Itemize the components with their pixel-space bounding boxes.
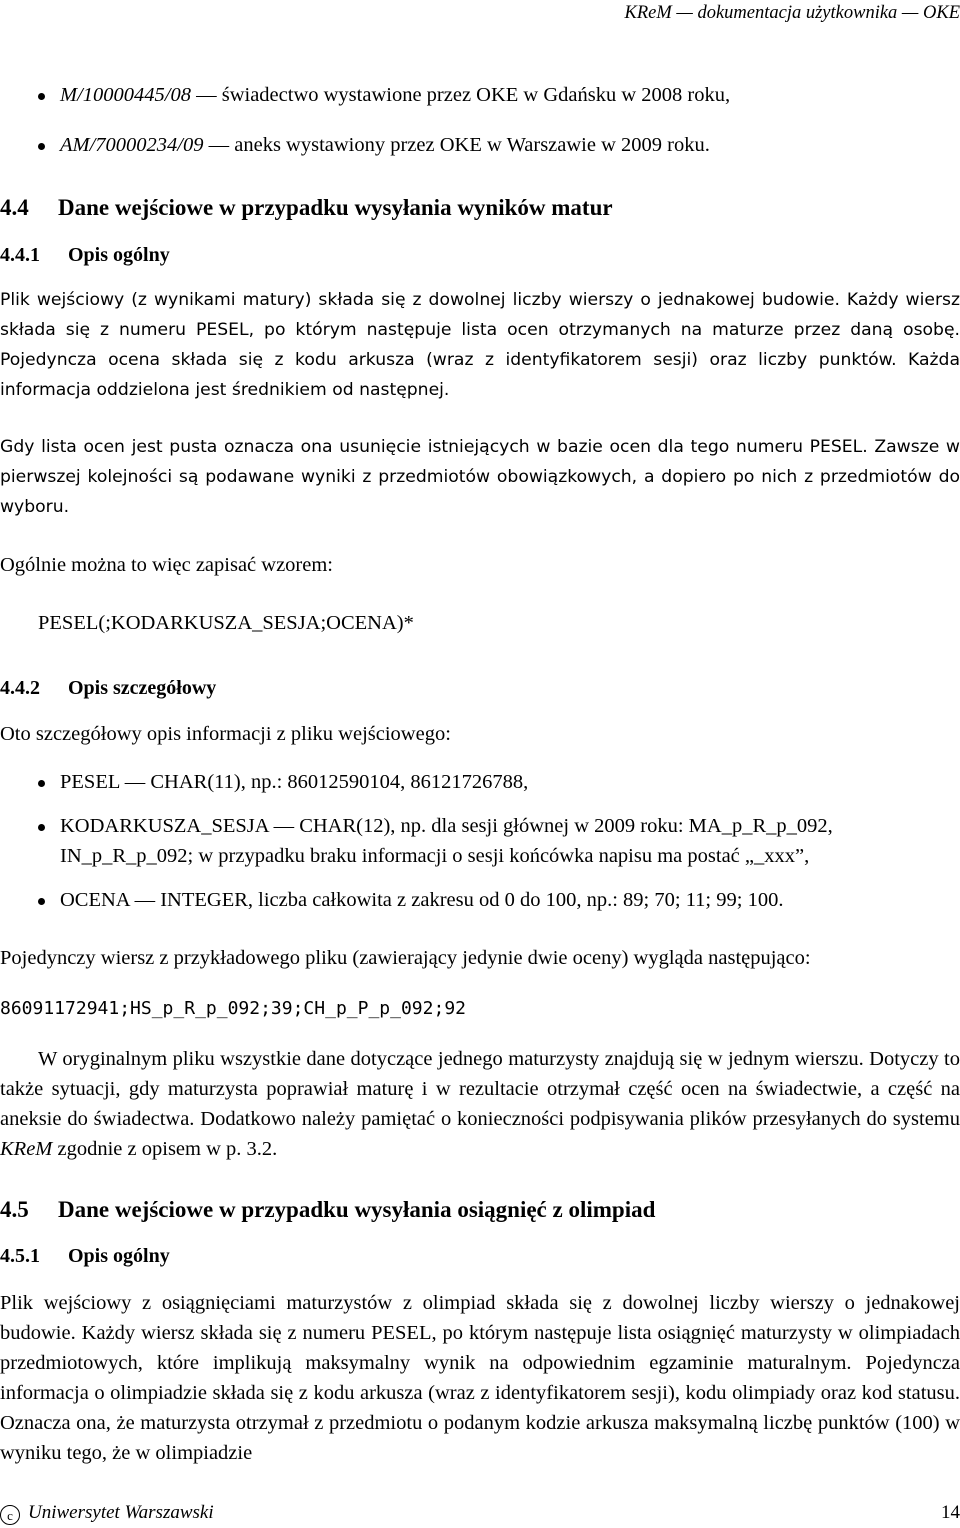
paragraph: Gdy lista ocen jest pusta oznacza ona usunięcie istniejących w bazie ocen dla tego numeru PESEL. Zawsze w pierwszej kolejności są podawane wyniki z przedmiotów obowiązkowych, a dopiero po nich z przedmiotów do wyboru. bbox=[0, 437, 960, 517]
paragraph bbox=[0, 1044, 960, 1164]
certificate-code: M/10000445/08 bbox=[60, 84, 191, 106]
footer-organization bbox=[0, 1498, 214, 1528]
paragraph: Ogólnie można to więc zapisać wzorem: bbox=[0, 554, 333, 576]
system-name: KReM bbox=[0, 1138, 53, 1160]
subsection-number: 4.4.1 bbox=[0, 244, 40, 266]
subsection-number: 4.5.1 bbox=[0, 1245, 40, 1267]
example-line: 86091172941;HS_p_R_p_092;39;CH_p_P_p_092;92 bbox=[0, 998, 466, 1019]
organization-name: Uniwersytet Warszawski bbox=[28, 1502, 214, 1523]
list-item-text: — świadectwo wystawione przez OKE w Gdańsku w 2008 roku, bbox=[190, 84, 731, 106]
section-heading-4-5 bbox=[0, 1194, 960, 1226]
section-title: Dane wejściowe w przypadku wysyłania wyników matur bbox=[58, 195, 613, 220]
copyright-icon: c bbox=[0, 1505, 20, 1525]
list-item: OCENA — INTEGER, liczba całkowita z zakresu od 0 do 100, np.: 89; 70; 11; 99; 100. bbox=[0, 885, 960, 915]
paragraph-text: zgodnie z opisem w p. 3.2. bbox=[52, 1138, 278, 1160]
subsection-title: Opis ogólny bbox=[68, 244, 170, 266]
paragraph: Plik wejściowy (z wynikami matury) składa się z dowolnej liczby wierszy o jednakowej budowie. Każdy wiersz składa się z numeru PESEL, po którym następuje lista ocen otrzymanych na maturze przez daną osobę. Pojedyncza ocena składa się z kodu arkusza (wraz z identyfikatorem sesji) oraz liczby punktów. Każda informacja oddzielona jest średnikiem od następnej. bbox=[0, 290, 960, 400]
subsection-heading-4-4-2 bbox=[0, 673, 960, 703]
certificate-code: AM/70000234/09 bbox=[60, 134, 204, 156]
section-heading-4-4 bbox=[0, 192, 960, 224]
list-item bbox=[0, 130, 960, 160]
subsection-heading-4-4-1 bbox=[0, 240, 960, 270]
paragraph: Pojedynczy wiersz z przykładowego pliku (zawierający jedynie dwie oceny) wygląda następująco: bbox=[0, 947, 811, 969]
page-footer bbox=[0, 1498, 960, 1528]
list-item-text: — aneks wystawiony przez OKE w Warszawie w 2009 roku. bbox=[203, 134, 710, 156]
list-item: PESEL — CHAR(11), np.: 86012590104, 86121726788, bbox=[0, 767, 960, 797]
list-item bbox=[0, 80, 960, 110]
subsection-heading-4-5-1 bbox=[0, 1241, 960, 1271]
formula: PESEL(;KODARKUSZA_SESJA;OCENA)* bbox=[38, 612, 414, 634]
top-bullet-list bbox=[0, 80, 960, 180]
detail-bullet-list bbox=[0, 767, 960, 929]
section-title: Dane wejściowe w przypadku wysyłania osiągnięć z olimpiad bbox=[58, 1197, 656, 1222]
section-number: 4.5 bbox=[0, 1197, 29, 1222]
list-item: KODARKUSZA_SESJA — CHAR(12), np. dla sesji głównej w 2009 roku: MA_p_R_p_092, IN_p_R_p_092; w przypadku braku informacji o sesji końcówka napisu ma postać „_xxx”, bbox=[0, 811, 960, 871]
subsection-number: 4.4.2 bbox=[0, 677, 40, 699]
paragraph: Oto szczegółowy opis informacji z pliku wejściowego: bbox=[0, 723, 451, 745]
page-number: 14 bbox=[941, 1502, 960, 1523]
running-header: KReM — dokumentacja użytkownika — OKE bbox=[624, 3, 960, 23]
subsection-title: Opis ogólny bbox=[68, 1245, 170, 1267]
paragraph-text: W oryginalnym pliku wszystkie dane dotyczące jednego maturzysty znajdują się w jednym wierszu. Dotyczy to także sytuacji, gdy maturzysta poprawiał maturę i w rezultacie otrzymał część ocen na świadectwie, a część na aneksie do świadectwa. Dodatkowo należy pamiętać o konieczności podpisywania plików przesyłanych do systemu bbox=[0, 1048, 960, 1130]
section-number: 4.4 bbox=[0, 195, 29, 220]
subsection-title: Opis szczegółowy bbox=[68, 677, 217, 699]
paragraph: Plik wejściowy z osiągnięciami maturzystów z olimpiad składa się z dowolnej liczby wierszy o jednakowej budowie. Każdy wiersz składa się z numeru PESEL, po którym następuje lista osiągnięć maturzysty w olimpiadach przedmiotowych, które implikują maksymalny wynik na odpowiednim egzaminie maturalnym. Pojedyncza informacja o olimpiadzie składa się z kodu arkusza (wraz z identyfikatorem sesji), kodu olimpiady oraz kod statusu. Oznacza ona, że maturzysta otrzymał z przedmiotu o podanym kodzie arkusza maksymalną liczbę punktów (100) w wyniku tego, że w olimpiadzie bbox=[0, 1292, 960, 1464]
